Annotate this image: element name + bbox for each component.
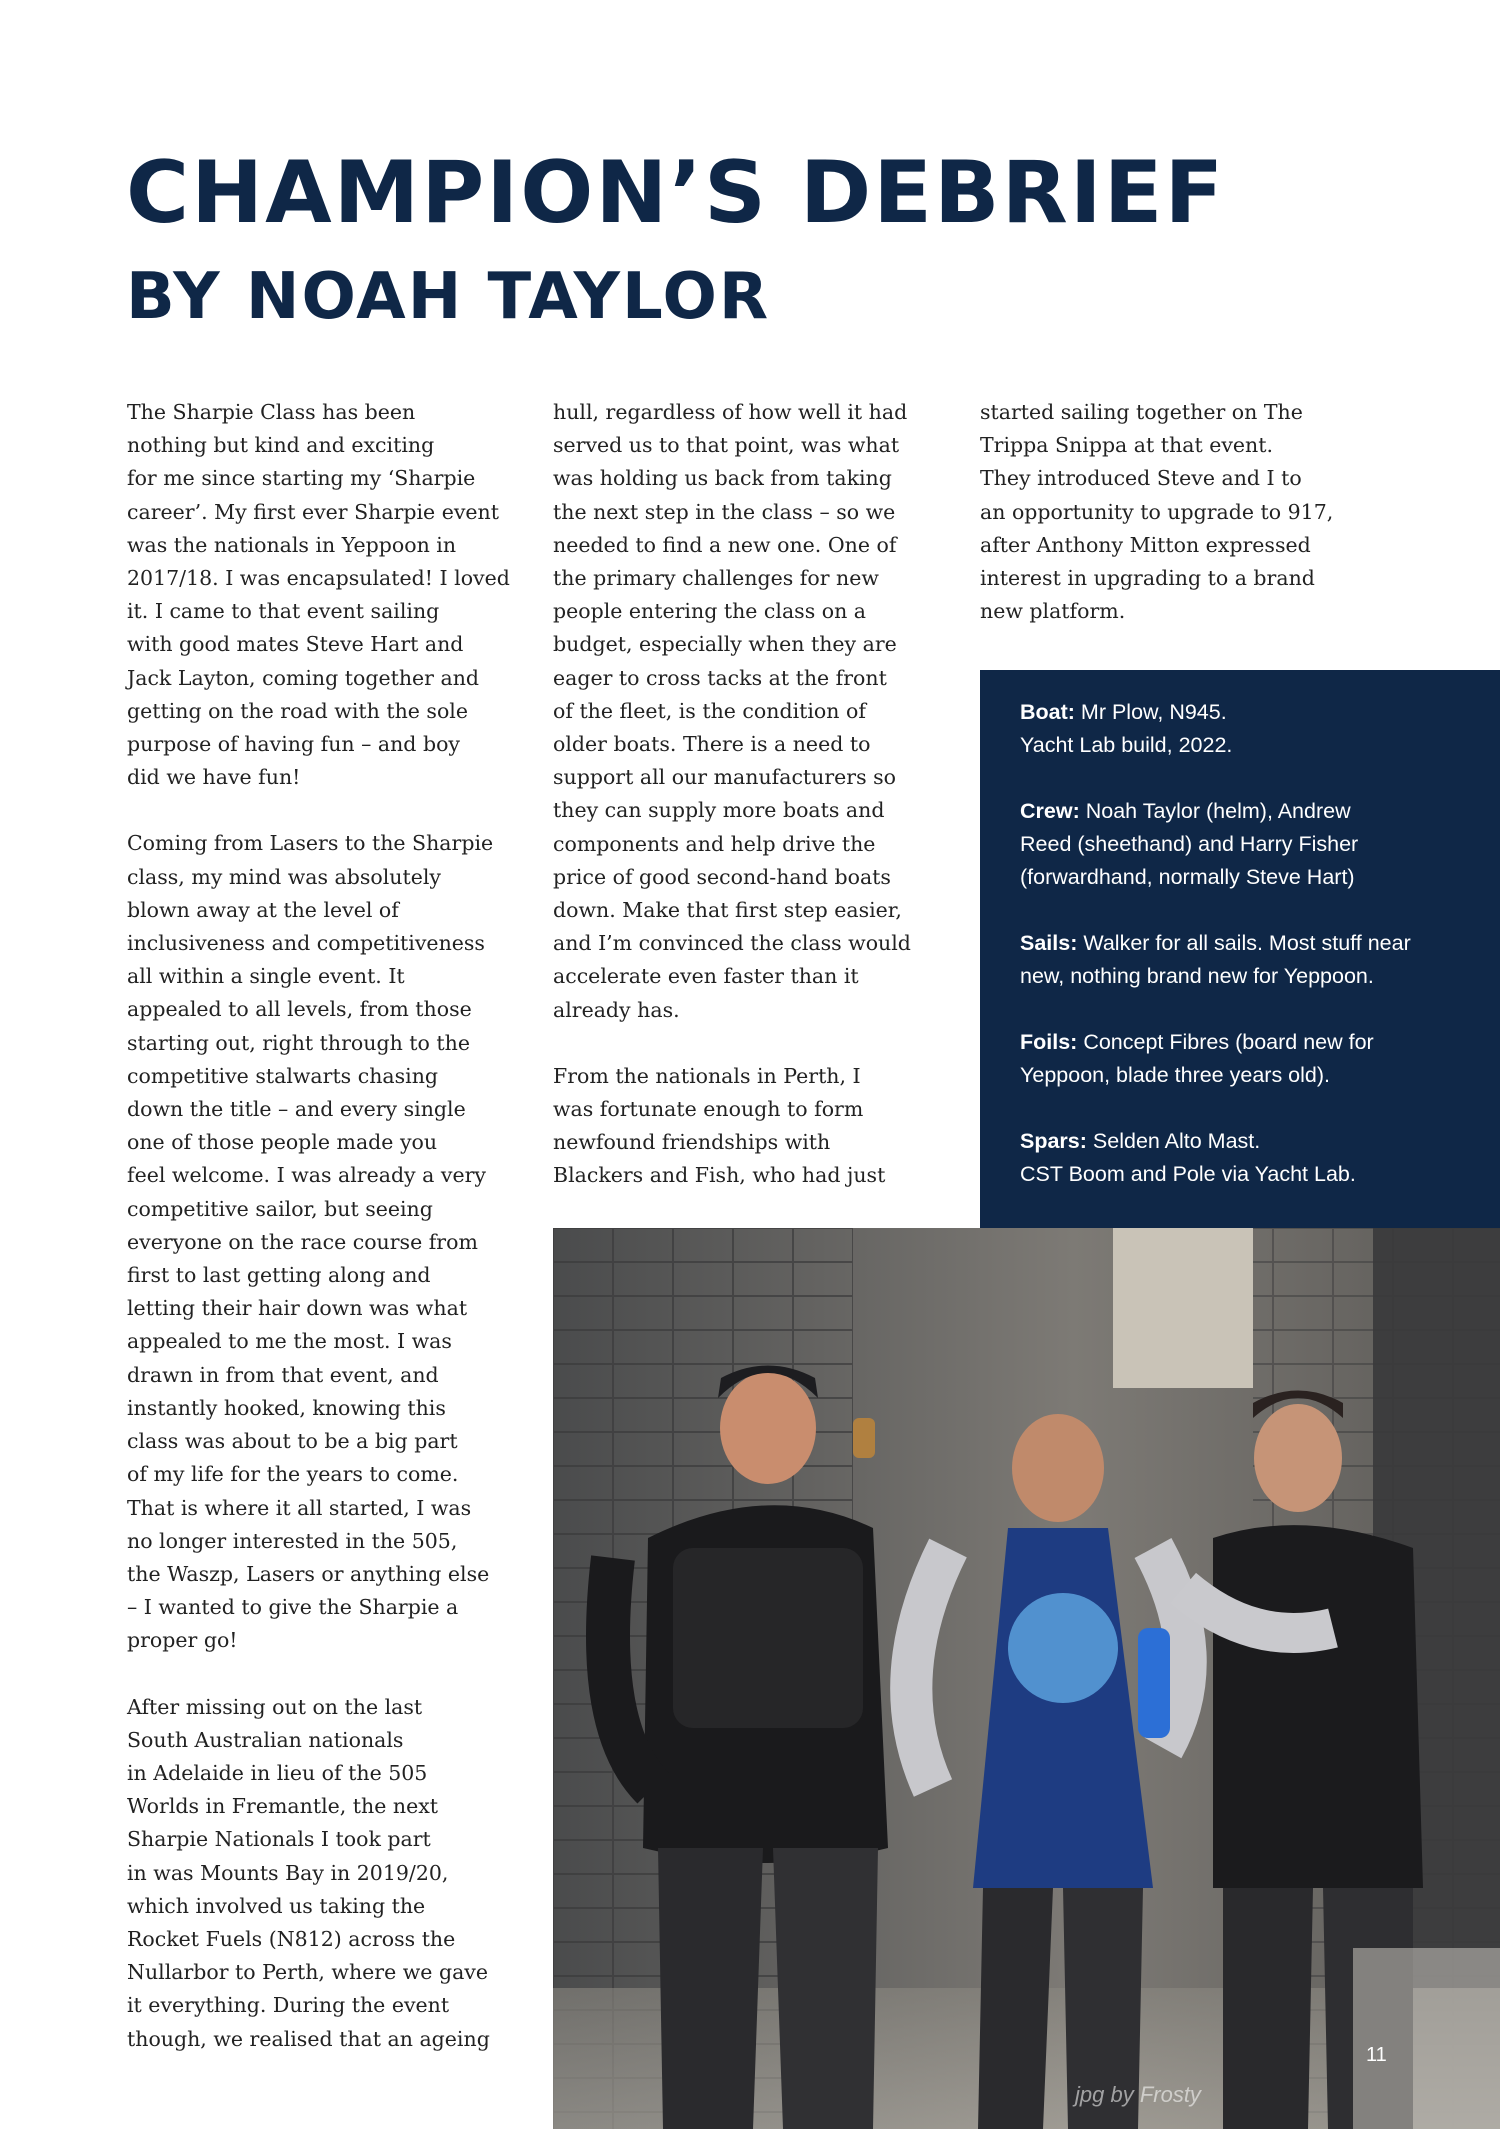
text-line: was holding us back from taking [553,466,892,491]
text-line: after Anthony Mitton expressed [980,532,1311,557]
photo-credit: jpg by Frosty [1075,2082,1201,2107]
spec-value: new, nothing brand new for Yeppoon. [1020,964,1374,988]
text-line: class, my mind was absolutely [127,864,441,889]
text-line: budget, especially when they are [553,632,897,657]
text-line: started sailing together on The [980,400,1303,424]
text-line: everyone on the race course from [127,1229,478,1254]
text-line: down. Make that first step easier, [553,898,902,923]
article-column-2 [553,396,963,1226]
text-line: though, we realised that an ageing [127,2026,490,2051]
text-line: of my life for the years to come. [127,1462,459,1487]
text-line: one of those people made you [127,1130,438,1155]
text-line: South Australian nationals [127,1727,404,1752]
text-line: support all our manufacturers so [553,765,897,790]
text-line: The Sharpie Class has been [127,400,416,424]
text-line: with good mates Steve Hart and [127,632,464,657]
article-column-3 [980,396,1390,661]
text-line: appealed to me the most. I was [127,1329,452,1354]
text-line: competitive sailor, but seeing [127,1196,433,1221]
text-line: letting their hair down was what [127,1296,468,1321]
text-line: That is where it all started, I was [127,1495,472,1520]
spec-value: (forwardhand, normally Steve Hart) [1020,865,1355,889]
text-line: Nullarbor to Perth, where we gave [127,1960,489,1985]
spec-value: Yacht Lab build, 2022. [1020,733,1233,757]
text-line: After missing out on the last [127,1694,423,1719]
text-line: the primary challenges for new [553,566,879,591]
article-paragraph [553,396,963,1027]
text-line: nothing but kind and exciting [127,433,435,458]
text-line: newfound friendships with [553,1130,831,1155]
spec-line [1020,1026,1480,1059]
boat-specs-panel [980,670,1500,1228]
spec-item [1020,696,1480,762]
text-line: price of good second-hand boats [553,864,891,889]
text-line: class was about to be a big part [127,1429,458,1454]
article-paragraph [127,1691,537,2056]
text-line: career’. My first ever Sharpie event [127,499,499,524]
text-line: an opportunity to upgrade to 917, [980,499,1334,524]
text-line: accelerate even faster than it [553,964,859,989]
article-paragraph [980,396,1390,628]
article-paragraph [127,396,537,794]
text-line: for me since starting my ‘Sharpie [127,466,476,491]
text-line: no longer interested in the 505, [127,1528,458,1553]
page-number: 11 [1366,2044,1387,2066]
text-line: Trippa Snippa at that event. [980,433,1273,458]
spec-value: CST Boom and Pole via Yacht Lab. [1020,1162,1356,1186]
text-line: people entering the class on a [553,599,867,624]
text-line: From the nationals in Perth, I [553,1063,861,1088]
spec-item [1020,1026,1480,1092]
text-line: eager to cross tacks at the front [553,665,887,690]
text-line: competitive stalwarts chasing [127,1063,439,1088]
spec-item [1020,795,1480,894]
spec-line [1020,828,1480,861]
text-line: Sharpie Nationals I took part [127,1827,431,1852]
spec-line [1020,1158,1480,1191]
text-line: and I’m convinced the class would [553,931,911,956]
spec-item [1020,1125,1480,1191]
text-line: blown away at the level of [127,897,399,922]
text-line: They introduced Steve and I to [980,466,1302,491]
spec-line [1020,729,1480,762]
spec-label: Crew: [1020,799,1080,823]
text-line: Coming from Lasers to the Sharpie [127,831,494,856]
spec-line [1020,1125,1480,1158]
text-line: in Adelaide in lieu of the 505 [127,1760,428,1785]
text-line: purpose of having fun – and boy [127,732,460,757]
spec-value: Selden Alto Mast. [1092,1129,1261,1153]
text-line: older boats. There is a need to [553,732,871,757]
crew-photo-illustration [553,1228,1500,2129]
text-line: it everything. During the event [127,1993,450,2018]
text-line: Rocket Fuels (N812) across the [127,1926,456,1951]
spec-value: Yeppoon, blade three years old). [1020,1063,1330,1087]
text-line: Worlds in Fremantle, the next [127,1794,439,1819]
text-line: of the fleet, is the condition of [553,698,866,723]
spec-line [1020,927,1480,960]
crew-photo [553,1228,1500,2129]
text-line: drawn in from that event, and [127,1362,439,1387]
text-line: appealed to all levels, from those [127,997,472,1022]
text-line: the Waszp, Lasers or anything else [127,1561,490,1586]
text-line: 2017/18. I was encapsulated! I loved [127,566,510,591]
text-line: was fortunate enough to form [553,1097,864,1122]
text-line: already has. [553,997,680,1022]
spec-label: Spars: [1020,1129,1087,1153]
spec-line [1020,1059,1480,1092]
article-column-1 [127,396,537,2089]
text-line: components and help drive the [553,831,876,856]
article-paragraph [553,1060,963,1193]
text-line: in was Mounts Bay in 2019/20, [127,1860,449,1885]
text-line: all within a single event. It [127,964,405,989]
spec-label: Sails: [1020,931,1078,955]
text-line: down the title – and every single [127,1097,466,1122]
spec-line [1020,960,1480,993]
spec-value: Reed (sheethand) and Harry Fisher [1020,832,1359,856]
text-line: – I wanted to give the Sharpie a [127,1595,459,1620]
text-line: starting out, right through to the [127,1030,470,1055]
text-line: which involved us taking the [127,1893,426,1918]
spec-item [1020,927,1480,993]
spec-label: Foils: [1020,1030,1078,1054]
spec-value: Walker for all sails. Most stuff near [1083,931,1411,955]
text-line: Jack Layton, coming together and [127,665,480,690]
page-title: CHAMPION’S DEBRIEF [126,143,1226,243]
text-line: new platform. [980,599,1126,624]
text-line: instantly hooked, knowing this [127,1395,446,1420]
spec-line [1020,795,1480,828]
text-line: first to last getting along and [127,1263,431,1288]
author-byline: BY NOAH TAYLOR [126,260,771,334]
article-paragraph [127,827,537,1657]
text-line: needed to find a new one. One of [553,532,897,557]
text-line: getting on the road with the sole [127,698,468,723]
text-line: did we have fun! [127,765,301,790]
text-line: feel welcome. I was already a very [127,1163,486,1188]
spec-value: Noah Taylor (helm), Andrew [1085,799,1351,823]
text-line: they can supply more boats and [553,798,885,823]
spec-value: Mr Plow, N945. [1080,700,1227,724]
spec-value: Concept Fibres (board new for [1083,1030,1374,1054]
text-line: was the nationals in Yeppoon in [127,532,457,557]
text-line: served us to that point, was what [553,433,900,458]
text-line: inclusiveness and competitiveness [127,931,485,956]
text-line: proper go! [127,1628,238,1653]
text-line: hull, regardless of how well it had [553,400,908,424]
text-line: it. I came to that event sailing [127,599,440,624]
text-line: Blackers and Fish, who had just [553,1163,886,1188]
text-line: interest in upgrading to a brand [980,566,1315,591]
spec-line [1020,861,1480,894]
spec-label: Boat: [1020,700,1075,724]
spec-line [1020,696,1480,729]
text-line: the next step in the class – so we [553,499,896,524]
